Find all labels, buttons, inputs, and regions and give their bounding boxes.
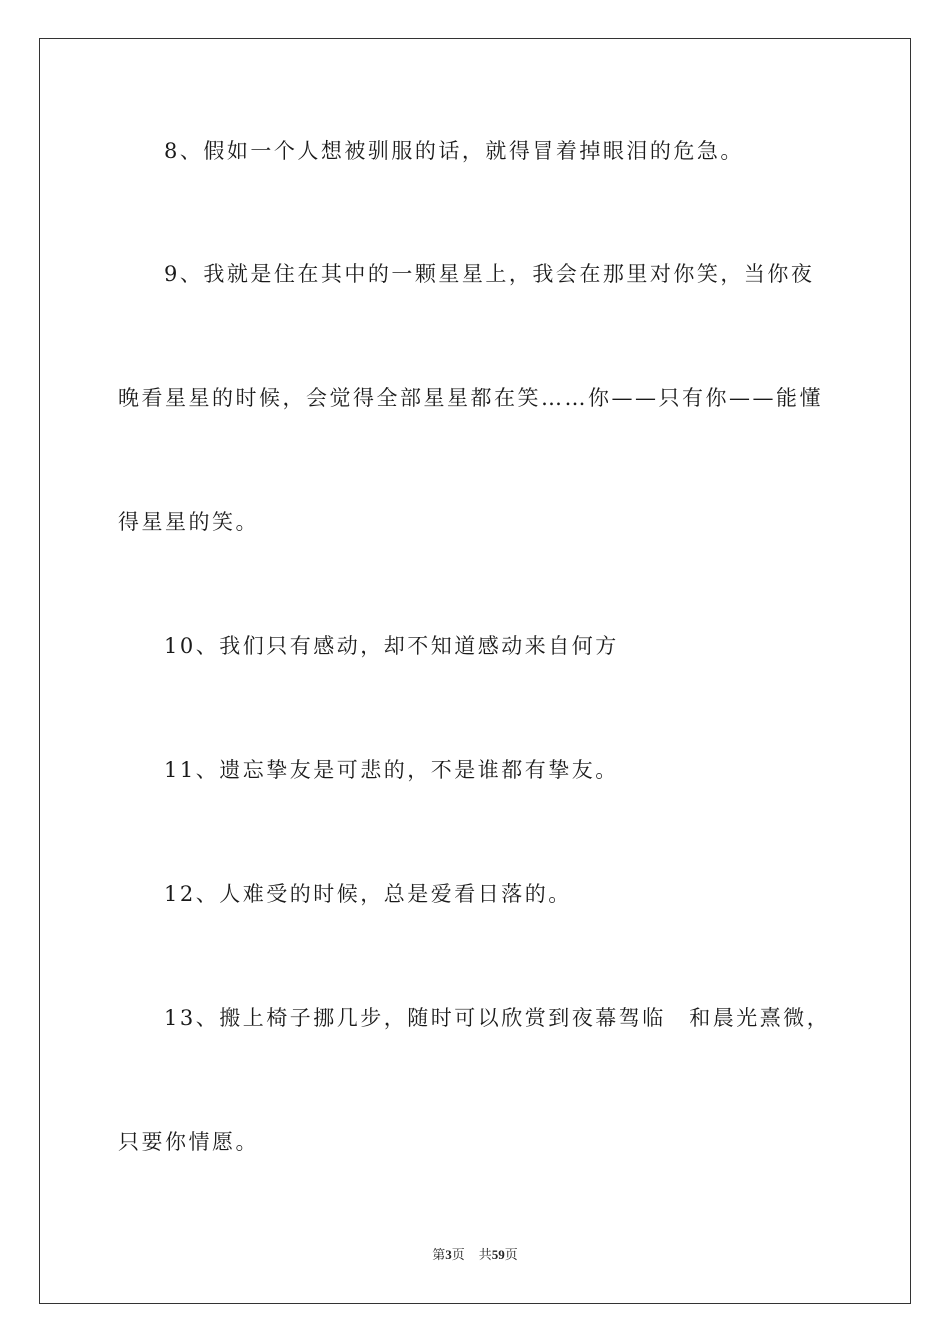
text-line-item-12: 12、人难受的时候，总是爱看日落的。 (164, 882, 572, 906)
footer-page-prefix: 第 (432, 1247, 446, 1262)
page-footer (0, 1246, 950, 1264)
footer-total-pages: 59 (491, 1247, 505, 1262)
footer-total-prefix: 共 (478, 1247, 492, 1262)
footer-current-page: 3 (445, 1247, 452, 1262)
text-line-item-8: 8、假如一个人想被驯服的话，就得冒着掉眼泪的危急。 (164, 139, 744, 163)
text-line-item-13-cont: 只要你情愿。 (118, 1130, 259, 1154)
text-line-item-10: 10、我们只有感动，却不知道感动来自何方 (164, 634, 619, 658)
footer-total-suffix: 页 (504, 1247, 518, 1262)
text-line-item-9-cont-1: 晚看星星的时候，会觉得全部星星都在笑……你——只有你——能懂 (118, 386, 823, 410)
text-line-item-13: 13、搬上椅子挪几步，随时可以欣赏到夜幕驾临 和晨光熹微， (164, 1006, 831, 1030)
page-border (39, 38, 911, 1304)
footer-page-suffix: 页 (451, 1247, 465, 1262)
text-line-item-9: 9、我就是住在其中的一颗星星上，我会在那里对你笑，当你夜 (164, 262, 815, 286)
text-line-item-11: 11、遗忘挚友是可悲的，不是谁都有挚友。 (164, 758, 619, 782)
text-line-item-9-cont-2: 得星星的笑。 (118, 510, 259, 534)
